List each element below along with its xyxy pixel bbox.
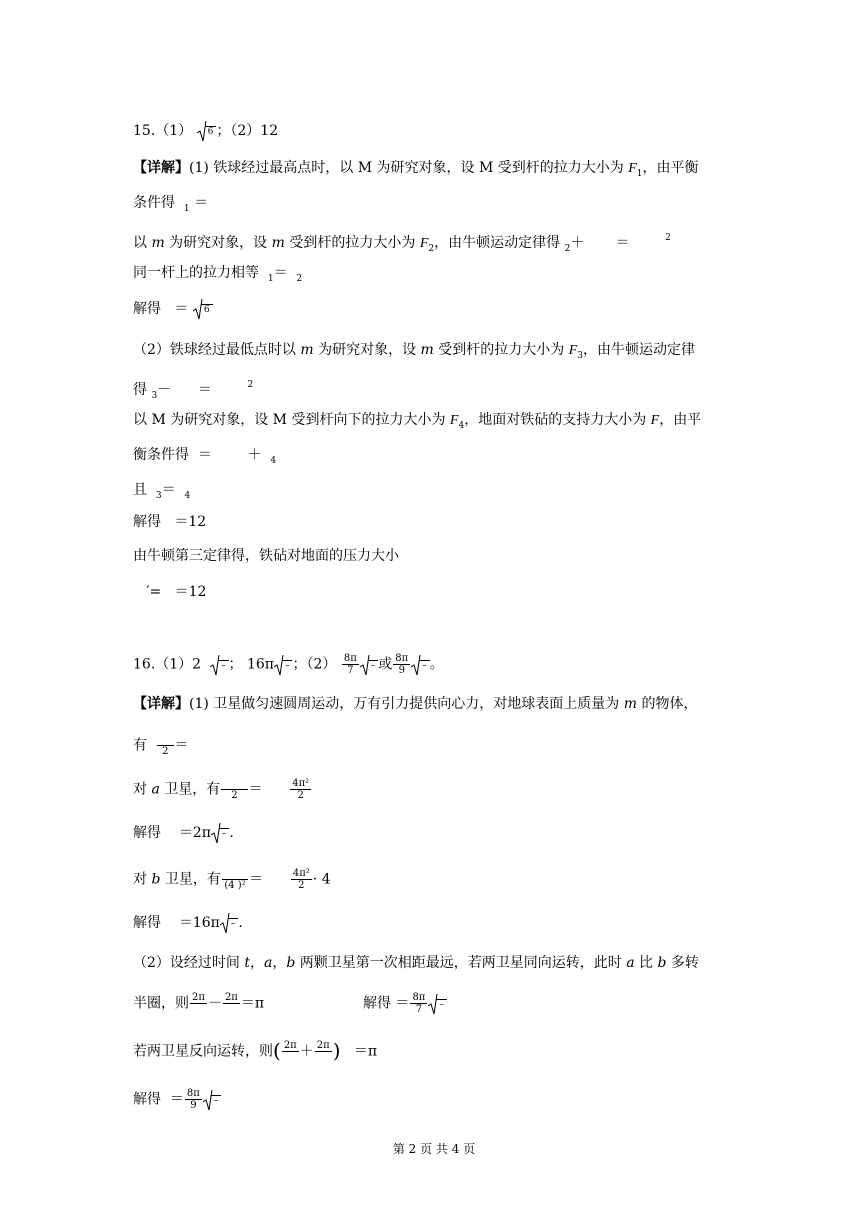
fraction: $\frac{8\pi}{9}$ <box>186 1088 200 1111</box>
q16-answer-header: 16.（1）2 – ； 16π – ；（2） $\frac{8\pi}{7}$ – 或 $\frac{8\pi}{9}$ – 。 <box>133 653 444 676</box>
fraction: 2 <box>157 734 174 757</box>
q15-detail-line5: 解得 ＝ 6 <box>133 298 213 320</box>
q15-part2-line1: （2）铁球经过最低点时以 m 为研究对象，设 m 受到杆的拉力大小为 $F_3$，由牛顿运动定律 <box>133 342 696 361</box>
sqrt-symbol: 6 <box>193 298 213 320</box>
sqrt-symbol: – <box>360 654 379 676</box>
fraction: 2 <box>221 778 247 801</box>
q15-part2-line8: ′= ＝12 <box>146 584 207 600</box>
q15-detail-line1: 【详解】(1) 铁球经过最高点时，以 M 为研究对象，设 M 受到杆的拉力大小为 $F_1$，由平衡 <box>133 160 699 179</box>
fraction: $\frac{8\pi}{7}$ <box>343 653 357 676</box>
q16-detail-line3: 对 a 卫星，有 2 ＝ $\frac{\text{4π²}}{2}$ <box>133 778 310 801</box>
sqrt-symbol: – <box>428 993 447 1015</box>
q16-detail-line5: 对 b 卫星，有 (4 )² ＝ $\frac{\text{4π²}}{2}$ · 4 <box>133 868 331 891</box>
q15-part2-line7: 由牛顿第三定律得，铁砧对地面的压力大小 <box>133 548 399 564</box>
page-footer: 第 2 页 共 4 页 <box>392 1142 476 1156</box>
q15-detail-line4: 同一杆上的拉力相等 $_1$＝ $_2$ <box>133 265 303 284</box>
sqrt-symbol: – <box>210 654 229 676</box>
fraction: (4 )² <box>222 868 248 891</box>
q16-detail-line1: 【详解】(1) 卫星做匀速圆周运动，万有引力提供向心力，对地球表面上质量为 m 的物体， <box>133 696 698 712</box>
q16-detail-line2: 有 2 ＝ <box>133 734 189 757</box>
q16-part2-line4: 解得 ＝ $\frac{8\pi}{9}$ – <box>133 1088 221 1111</box>
q16-part2-line2: 半圈，则 2π － 2π ＝π 解得 ＝ $\frac{8\pi}{7}$ – <box>133 992 447 1015</box>
sqrt-symbol: 6 <box>197 120 217 142</box>
q15-detail-line3: 以 m 为研究对象，设 m 受到杆的拉力大小为 $F_2$，由牛顿运动定律得 $_2$＋ ＝ $^2$ <box>133 233 671 254</box>
fraction: $\frac{8\pi}{9}$ <box>395 653 409 676</box>
q15-detail-line2: 条件得 $_1$ ＝ <box>133 195 209 214</box>
fraction: 2π <box>224 992 238 1003</box>
sqrt-symbol: – <box>274 654 293 676</box>
q15-part2-line5: 且 $_3$＝ $_4$ <box>133 482 191 501</box>
q15-part2-line4: 衡条件得 ＝ ＋ $_4$ <box>133 447 277 466</box>
fraction: $\frac{8\pi}{7}$ <box>412 992 426 1015</box>
sqrt-symbol: – <box>203 1089 222 1111</box>
sqrt-symbol: – <box>411 654 430 676</box>
q15-part2-line6: 解得 ＝12 <box>133 514 207 530</box>
fraction: $\frac{\text{4π²}}{2}$ <box>292 778 310 801</box>
q16-detail-line6: 解得 ＝16π – . <box>133 912 243 934</box>
q15-part2-line2: 得 $_3$－ ＝ $^2$ <box>133 380 254 401</box>
q16-part2-line1: （2）设经过时间 t，a，b 两颗卫星第一次相距最远，若两卫星同向运转，此时 a 比 b 多转 <box>133 955 699 971</box>
fraction: 2π <box>283 1040 297 1051</box>
q15-answer-header: 15.（1） 6 ；（2）12 <box>133 120 278 142</box>
sqrt-symbol: – <box>220 912 239 934</box>
sqrt-symbol: – <box>211 822 230 844</box>
q16-part2-line3: 若两卫星反向运转，则( 2π ＋ 2π ) ＝π <box>133 1038 378 1063</box>
fraction: $\frac{\text{4π²}}{2}$ <box>292 868 310 891</box>
fraction: 2π <box>192 992 205 1003</box>
q15-part2-line3: 以 M 为研究对象，设 M 受到杆向下的拉力大小为 $F_4$，地面对铁砧的支持力大小为 F，由平 <box>133 412 702 431</box>
q16-detail-line4: 解得 ＝2π – . <box>133 822 234 844</box>
fraction: 2π <box>316 1040 330 1051</box>
